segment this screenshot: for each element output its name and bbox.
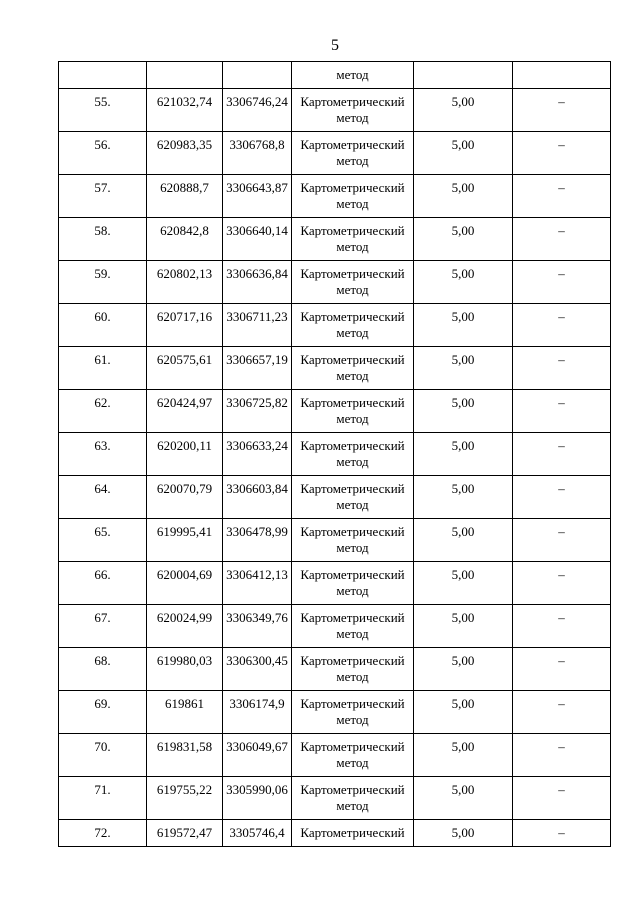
cell-accuracy: 5,00 [414, 777, 513, 820]
cell-point-number: 71. [59, 777, 147, 820]
cell-method [292, 89, 414, 132]
cell-point-number: 56. [59, 132, 147, 175]
method-line-1: Картометрический [300, 438, 405, 453]
method-line-1: Картометрический [300, 395, 405, 410]
table-row [59, 691, 611, 734]
cell-extra: – [513, 304, 611, 347]
method-line-2: метод [336, 583, 369, 598]
cell-extra: – [513, 132, 611, 175]
table-row [59, 390, 611, 433]
table-row [59, 476, 611, 519]
method-line-2: метод [336, 712, 369, 727]
method-line-1: Картометрический [300, 524, 405, 539]
method-line-1: Картометрический [300, 352, 405, 367]
cell-extra: – [513, 648, 611, 691]
cell-x-coordinate: 619995,41 [147, 519, 223, 562]
table-row [59, 304, 611, 347]
cell-accuracy: 5,00 [414, 734, 513, 777]
cell-point-number: 69. [59, 691, 147, 734]
cell-y-coordinate: 3306300,45 [223, 648, 292, 691]
cell-point-number: 63. [59, 433, 147, 476]
method-line-1: Картометрический [300, 309, 405, 324]
table-row [59, 519, 611, 562]
table-row [59, 562, 611, 605]
cell-point-number: 67. [59, 605, 147, 648]
cell-accuracy: 5,00 [414, 390, 513, 433]
cell-accuracy: 5,00 [414, 433, 513, 476]
cell-accuracy: 5,00 [414, 218, 513, 261]
cell-y-coordinate: 3306174,9 [223, 691, 292, 734]
method-line-1: Картометрический [300, 180, 405, 195]
method-line-2: метод [336, 626, 369, 641]
cell-y-coordinate: 3306657,19 [223, 347, 292, 390]
cell-extra: – [513, 476, 611, 519]
cell-y-coordinate: 3305746,4 [223, 820, 292, 847]
method-line-2: метод [336, 110, 369, 125]
cell-method [292, 218, 414, 261]
table-row [59, 89, 611, 132]
cell-x-coordinate [147, 62, 223, 89]
cell-y-coordinate: 3306633,24 [223, 433, 292, 476]
method-line-1: Картометрический [300, 782, 405, 797]
cell-x-coordinate: 621032,74 [147, 89, 223, 132]
cell-x-coordinate: 620070,79 [147, 476, 223, 519]
cell-extra: – [513, 347, 611, 390]
cell-point-number: 72. [59, 820, 147, 847]
cell-method [292, 175, 414, 218]
cell-extra: – [513, 261, 611, 304]
cell-method [292, 734, 414, 777]
cell-point-number: 70. [59, 734, 147, 777]
cell-accuracy: 5,00 [414, 691, 513, 734]
page-number: 5 [331, 37, 339, 54]
method-line-2: метод [336, 497, 369, 512]
cell-accuracy: 5,00 [414, 648, 513, 691]
table-row-continuation [59, 62, 611, 89]
cell-extra: – [513, 390, 611, 433]
method-line-2: метод [336, 798, 369, 813]
cell-extra: – [513, 218, 611, 261]
cell-x-coordinate: 619861 [147, 691, 223, 734]
cell-method [292, 304, 414, 347]
cell-extra: – [513, 175, 611, 218]
cell-x-coordinate: 620424,97 [147, 390, 223, 433]
cell-accuracy: 5,00 [414, 89, 513, 132]
method-line-1: Картометрический [300, 567, 405, 582]
cell-point-number: 66. [59, 562, 147, 605]
cell-x-coordinate: 620575,61 [147, 347, 223, 390]
cell-extra: – [513, 777, 611, 820]
method-line-1: Картометрический [300, 223, 405, 238]
method-line-2: метод [336, 368, 369, 383]
cell-method: Картометрический [292, 820, 414, 847]
cell-x-coordinate: 619572,47 [147, 820, 223, 847]
cell-x-coordinate: 620004,69 [147, 562, 223, 605]
cell-accuracy: 5,00 [414, 476, 513, 519]
cell-accuracy [414, 62, 513, 89]
method-line-1: Картометрический [300, 610, 405, 625]
cell-extra: – [513, 433, 611, 476]
cell-extra: – [513, 691, 611, 734]
cell-x-coordinate: 620888,7 [147, 175, 223, 218]
table-row [59, 132, 611, 175]
cell-x-coordinate: 620717,16 [147, 304, 223, 347]
method-line-2: метод [336, 153, 369, 168]
cell-point-number: 62. [59, 390, 147, 433]
table-row [59, 347, 611, 390]
cell-x-coordinate: 620024,99 [147, 605, 223, 648]
method-line-1: Картометрический [300, 137, 405, 152]
cell-method [292, 605, 414, 648]
method-line-1: Картометрический [300, 266, 405, 281]
cell-method [292, 777, 414, 820]
cell-y-coordinate: 3306603,84 [223, 476, 292, 519]
cell-accuracy: 5,00 [414, 820, 513, 847]
method-line-1: Картометрический [300, 653, 405, 668]
cell-y-coordinate [223, 62, 292, 89]
table-row [59, 218, 611, 261]
method-line-1: Картометрический [300, 739, 405, 754]
cell-accuracy: 5,00 [414, 304, 513, 347]
cell-y-coordinate: 3306725,82 [223, 390, 292, 433]
cell-y-coordinate: 3306412,13 [223, 562, 292, 605]
cell-method [292, 562, 414, 605]
cell-extra: – [513, 89, 611, 132]
cell-accuracy: 5,00 [414, 562, 513, 605]
table-row [59, 433, 611, 476]
cell-point-number: 59. [59, 261, 147, 304]
cell-accuracy: 5,00 [414, 605, 513, 648]
coordinates-table [58, 61, 611, 847]
cell-y-coordinate: 3306049,67 [223, 734, 292, 777]
cell-method: метод [292, 62, 414, 89]
cell-method [292, 390, 414, 433]
cell-extra: – [513, 519, 611, 562]
cell-extra [513, 62, 611, 89]
cell-extra: – [513, 562, 611, 605]
cell-point-number: 61. [59, 347, 147, 390]
cell-y-coordinate: 3306768,8 [223, 132, 292, 175]
method-line-1: Картометрический [300, 481, 405, 496]
method-line-2: метод [336, 282, 369, 297]
cell-extra: – [513, 820, 611, 847]
cell-y-coordinate: 3306349,76 [223, 605, 292, 648]
cell-x-coordinate: 620200,11 [147, 433, 223, 476]
method-line-2: метод [336, 540, 369, 555]
method-line-2: метод [336, 411, 369, 426]
cell-point-number [59, 62, 147, 89]
cell-x-coordinate: 619755,22 [147, 777, 223, 820]
table-row [59, 777, 611, 820]
cell-accuracy: 5,00 [414, 347, 513, 390]
cell-point-number: 57. [59, 175, 147, 218]
cell-y-coordinate: 3305990,06 [223, 777, 292, 820]
cell-x-coordinate: 620983,35 [147, 132, 223, 175]
method-line-2: метод [336, 669, 369, 684]
table-row [59, 605, 611, 648]
cell-method [292, 261, 414, 304]
method-line-2: метод [336, 325, 369, 340]
cell-point-number: 55. [59, 89, 147, 132]
cell-point-number: 68. [59, 648, 147, 691]
table-row [59, 734, 611, 777]
table-row [59, 648, 611, 691]
method-line-2: метод [336, 454, 369, 469]
table-row [59, 175, 611, 218]
cell-y-coordinate: 3306711,23 [223, 304, 292, 347]
coordinates-table-body [59, 62, 611, 847]
cell-method [292, 691, 414, 734]
method-line-1: Картометрический [300, 696, 405, 711]
cell-accuracy: 5,00 [414, 261, 513, 304]
cell-accuracy: 5,00 [414, 175, 513, 218]
cell-method [292, 347, 414, 390]
cell-x-coordinate: 619980,03 [147, 648, 223, 691]
cell-y-coordinate: 3306636,84 [223, 261, 292, 304]
table-row-last [59, 820, 611, 847]
method-line-2: метод [336, 755, 369, 770]
cell-x-coordinate: 619831,58 [147, 734, 223, 777]
cell-extra: – [513, 605, 611, 648]
method-line-2: метод [336, 239, 369, 254]
cell-point-number: 58. [59, 218, 147, 261]
cell-method [292, 519, 414, 562]
cell-point-number: 64. [59, 476, 147, 519]
cell-accuracy: 5,00 [414, 519, 513, 562]
cell-y-coordinate: 3306746,24 [223, 89, 292, 132]
cell-x-coordinate: 620802,13 [147, 261, 223, 304]
table-row [59, 261, 611, 304]
cell-point-number: 65. [59, 519, 147, 562]
cell-extra: – [513, 734, 611, 777]
method-line-1: Картометрический [300, 94, 405, 109]
cell-method [292, 433, 414, 476]
cell-y-coordinate: 3306643,87 [223, 175, 292, 218]
method-line-2: метод [336, 196, 369, 211]
cell-x-coordinate: 620842,8 [147, 218, 223, 261]
cell-method [292, 476, 414, 519]
cell-point-number: 60. [59, 304, 147, 347]
cell-method [292, 648, 414, 691]
cell-method [292, 132, 414, 175]
cell-y-coordinate: 3306478,99 [223, 519, 292, 562]
cell-y-coordinate: 3306640,14 [223, 218, 292, 261]
cell-accuracy: 5,00 [414, 132, 513, 175]
